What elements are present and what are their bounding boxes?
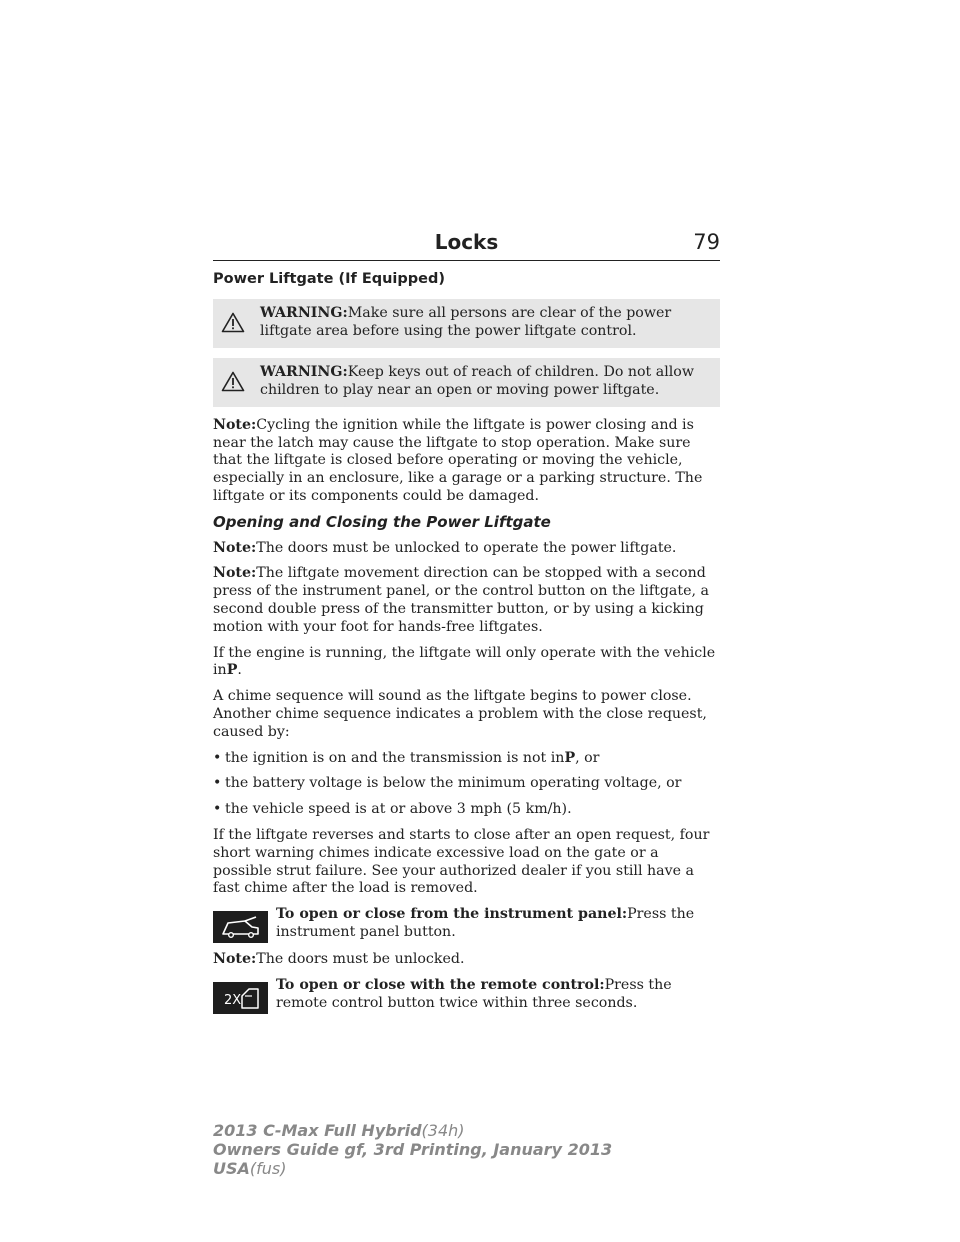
engine-running-paragraph [213, 645, 720, 681]
page-header [213, 228, 720, 261]
instrument-panel-row [213, 906, 720, 943]
warning-label: WARNING: [260, 363, 348, 380]
list-item-end: , or [575, 749, 600, 766]
bullet-dot: • [213, 775, 222, 792]
warning-label: WARNING: [260, 304, 348, 321]
paragraph-text: If the engine is running, the liftgate will only operate with the vehicle in [213, 644, 716, 679]
instruction-text: Press the instrument panel button. [276, 906, 695, 940]
page-content [213, 271, 720, 1022]
bullet-list [213, 750, 720, 819]
note-label: Note: [213, 565, 257, 582]
section-title: Power Liftgate (If Equipped) [213, 271, 445, 287]
footer-market-code: (fus) [249, 1159, 287, 1178]
warning-triangle-icon [221, 312, 259, 339]
reverse-paragraph: If the liftgate reverses and starts to close after an open request, four short warning chimes indicate excessive load on the gate or a possible strut failure. See your authorized dealer if you still have a fast chime after the load is removed. [213, 826, 710, 897]
chapter-title: Locks [434, 230, 499, 254]
gear-label: P [564, 749, 576, 766]
page-number: 79 [693, 230, 720, 254]
subsection-title: Opening and Closing the Power Liftgate [213, 512, 551, 531]
gear-label: P [226, 662, 238, 679]
footer-model-code: (34h) [421, 1121, 465, 1140]
warning-triangle-icon [221, 371, 259, 398]
footer-line-2: Owners Guide gf, 3rd Printing, January 2013 [213, 1140, 613, 1159]
note-text: Cycling the ignition while the liftgate is power closing and is near the latch may cause the liftgate to stop operation. Make sure that the liftgate is closed before operating or moving the vehicle, especially in an enclosure, like a garage or a parking structure. The liftgate or its components could be damaged. [213, 416, 703, 504]
instruction-label: To open or close from the instrument panel: [276, 906, 628, 923]
warning-text [259, 363, 712, 399]
bullet-dot: • [213, 749, 222, 766]
page-footer [213, 1121, 612, 1178]
note-text: The doors must be unlocked. [256, 951, 465, 968]
note-text: The liftgate movement direction can be stopped with a second press of the instrument panel, or the control button on the liftgate, a second double press of the transmitter button, or by using a kicking motion with your foot for hands-free liftgates. [213, 565, 709, 635]
list-item [213, 750, 720, 768]
note-label: Note: [213, 951, 257, 968]
note-stop-direction [213, 565, 720, 636]
footer-model: 2013 C-Max Full Hybrid [213, 1121, 422, 1140]
bullet-dot: • [213, 801, 222, 818]
note-label: Note: [213, 539, 257, 556]
warning-box [213, 299, 720, 348]
footer-line-3 [213, 1159, 612, 1178]
remote-2x-icon [213, 982, 268, 1014]
note-doors-unlocked [213, 540, 720, 558]
remote-2x-label: 2X [223, 992, 241, 1008]
note-doors [213, 951, 720, 969]
remote-control-text [276, 977, 720, 1013]
list-item [213, 801, 720, 819]
note-cycling-ignition [213, 417, 720, 506]
liftgate-icon [213, 911, 268, 943]
footer-line-1 [213, 1121, 612, 1140]
footer-market: USA [213, 1159, 250, 1178]
warning-body: Keep keys out of reach of children. Do not allow children to play near an open or moving power liftgate. [260, 363, 694, 398]
list-item-text: the vehicle speed is at or above 3 mph (5 km/h). [225, 801, 572, 818]
instruction-label: To open or close with the remote control: [276, 976, 605, 993]
note-label: Note: [213, 416, 257, 433]
instruction-text: Press the remote control button twice within three seconds. [276, 976, 672, 1011]
list-item-text: the battery voltage is below the minimum operating voltage, or [225, 775, 682, 792]
remote-control-row [213, 977, 720, 1014]
warning-body: Make sure all persons are clear of the power liftgate area before using the power liftgate control. [260, 304, 672, 339]
note-text: The doors must be unlocked to operate the power liftgate. [256, 539, 677, 556]
list-item [213, 775, 720, 793]
warning-box [213, 358, 720, 407]
list-item-text: the ignition is on and the transmission is not in [225, 749, 565, 766]
instrument-panel-text [276, 906, 720, 942]
warning-text [259, 304, 712, 340]
chime-paragraph: A chime sequence will sound as the liftgate begins to power close. Another chime sequence indicates a problem with the close request, caused by: [213, 688, 707, 740]
paragraph-end: . [237, 662, 242, 679]
